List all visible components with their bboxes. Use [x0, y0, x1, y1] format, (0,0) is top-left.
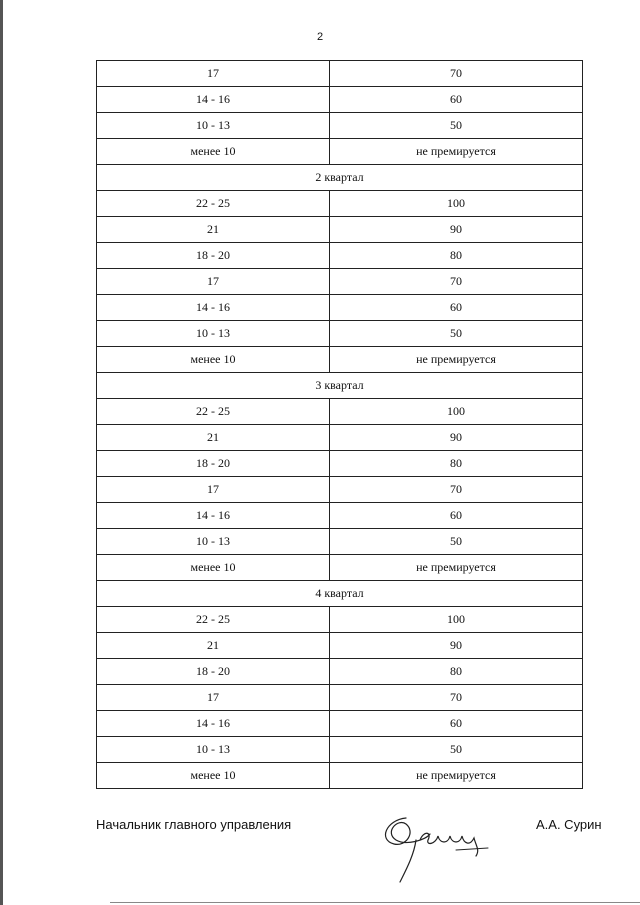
signature-block — [96, 810, 616, 900]
table-row — [97, 295, 583, 321]
table-row — [97, 659, 583, 685]
bonus-percent-cell: 100 — [330, 607, 583, 633]
scan-bottom-edge — [110, 902, 640, 903]
table-row — [97, 711, 583, 737]
bonus-percent-cell: 70 — [330, 61, 583, 87]
table-row — [97, 113, 583, 139]
table-row — [97, 61, 583, 87]
score-range-cell: 18 - 20 — [97, 243, 330, 269]
bonus-percent-cell: 90 — [330, 633, 583, 659]
bonus-percent-cell: 70 — [330, 477, 583, 503]
page-number: 2 — [316, 31, 324, 43]
bonus-percent-cell: 60 — [330, 295, 583, 321]
table-row — [97, 217, 583, 243]
score-range-cell: 22 - 25 — [97, 191, 330, 217]
table-row — [97, 529, 583, 555]
score-range-cell: 21 — [97, 217, 330, 243]
bonus-percent-cell: 80 — [330, 243, 583, 269]
quarter-label: 2 квартал — [97, 165, 583, 191]
bonus-percent-cell: 70 — [330, 685, 583, 711]
table-row — [97, 503, 583, 529]
table-row — [97, 347, 583, 373]
quarter-header-row — [97, 581, 583, 607]
table-row — [97, 399, 583, 425]
score-range-cell: 17 — [97, 269, 330, 295]
bonus-percent-cell: 70 — [330, 269, 583, 295]
score-range-cell: 21 — [97, 425, 330, 451]
table-row — [97, 555, 583, 581]
score-range-cell: 14 - 16 — [97, 295, 330, 321]
bonus-percent-cell: 60 — [330, 711, 583, 737]
score-range-cell: менее 10 — [97, 347, 330, 373]
quarter-header-row — [97, 165, 583, 191]
table-row — [97, 425, 583, 451]
score-range-cell: менее 10 — [97, 139, 330, 165]
table-row — [97, 139, 583, 165]
table-row — [97, 633, 583, 659]
quarter-label: 3 квартал — [97, 373, 583, 399]
score-range-cell: 10 - 13 — [97, 737, 330, 763]
bonus-percent-cell: 90 — [330, 217, 583, 243]
bonus-percent-cell: 50 — [330, 529, 583, 555]
score-range-cell: 14 - 16 — [97, 87, 330, 113]
bonus-percent-cell: 80 — [330, 451, 583, 477]
score-range-cell: менее 10 — [97, 555, 330, 581]
bonus-percent-cell: 60 — [330, 87, 583, 113]
score-range-cell: 22 - 25 — [97, 399, 330, 425]
bonus-percent-cell: не премируется — [330, 763, 583, 789]
bonus-percent-cell: 50 — [330, 737, 583, 763]
bonus-percent-cell: 50 — [330, 321, 583, 347]
score-range-cell: 17 — [97, 685, 330, 711]
table-row — [97, 685, 583, 711]
bonus-percent-cell: 100 — [330, 399, 583, 425]
score-range-cell: 10 - 13 — [97, 113, 330, 139]
bonus-percent-cell: 90 — [330, 425, 583, 451]
bonus-percent-cell: не премируется — [330, 347, 583, 373]
signer-title: Начальник главного управления — [96, 817, 292, 832]
scan-left-edge — [0, 0, 3, 905]
bonus-percent-cell: не премируется — [330, 139, 583, 165]
bonus-percent-cell: 50 — [330, 113, 583, 139]
bonus-percent-cell: не премируется — [330, 555, 583, 581]
quarter-header-row — [97, 373, 583, 399]
table-row — [97, 477, 583, 503]
score-range-cell: 10 - 13 — [97, 529, 330, 555]
score-range-cell: 21 — [97, 633, 330, 659]
table-row — [97, 243, 583, 269]
bonus-percent-cell: 80 — [330, 659, 583, 685]
table-row — [97, 269, 583, 295]
quarter-label: 4 квартал — [97, 581, 583, 607]
table-row — [97, 191, 583, 217]
table-row — [97, 321, 583, 347]
table-row — [97, 451, 583, 477]
bonus-percent-cell: 100 — [330, 191, 583, 217]
table-row — [97, 607, 583, 633]
score-range-cell: 22 - 25 — [97, 607, 330, 633]
score-range-cell: 17 — [97, 477, 330, 503]
score-range-cell: 17 — [97, 61, 330, 87]
score-range-cell: 18 - 20 — [97, 451, 330, 477]
table-row — [97, 87, 583, 113]
table-row — [97, 763, 583, 789]
handwritten-signature — [376, 810, 506, 890]
score-range-cell: 14 - 16 — [97, 711, 330, 737]
bonus-percent-cell: 60 — [330, 503, 583, 529]
score-range-cell: 10 - 13 — [97, 321, 330, 347]
score-range-cell: 14 - 16 — [97, 503, 330, 529]
table-row — [97, 737, 583, 763]
score-range-cell: 18 - 20 — [97, 659, 330, 685]
signer-name: А.А. Сурин — [536, 817, 602, 832]
bonus-table-body — [97, 61, 583, 789]
score-range-cell: менее 10 — [97, 763, 330, 789]
bonus-table — [96, 60, 583, 789]
